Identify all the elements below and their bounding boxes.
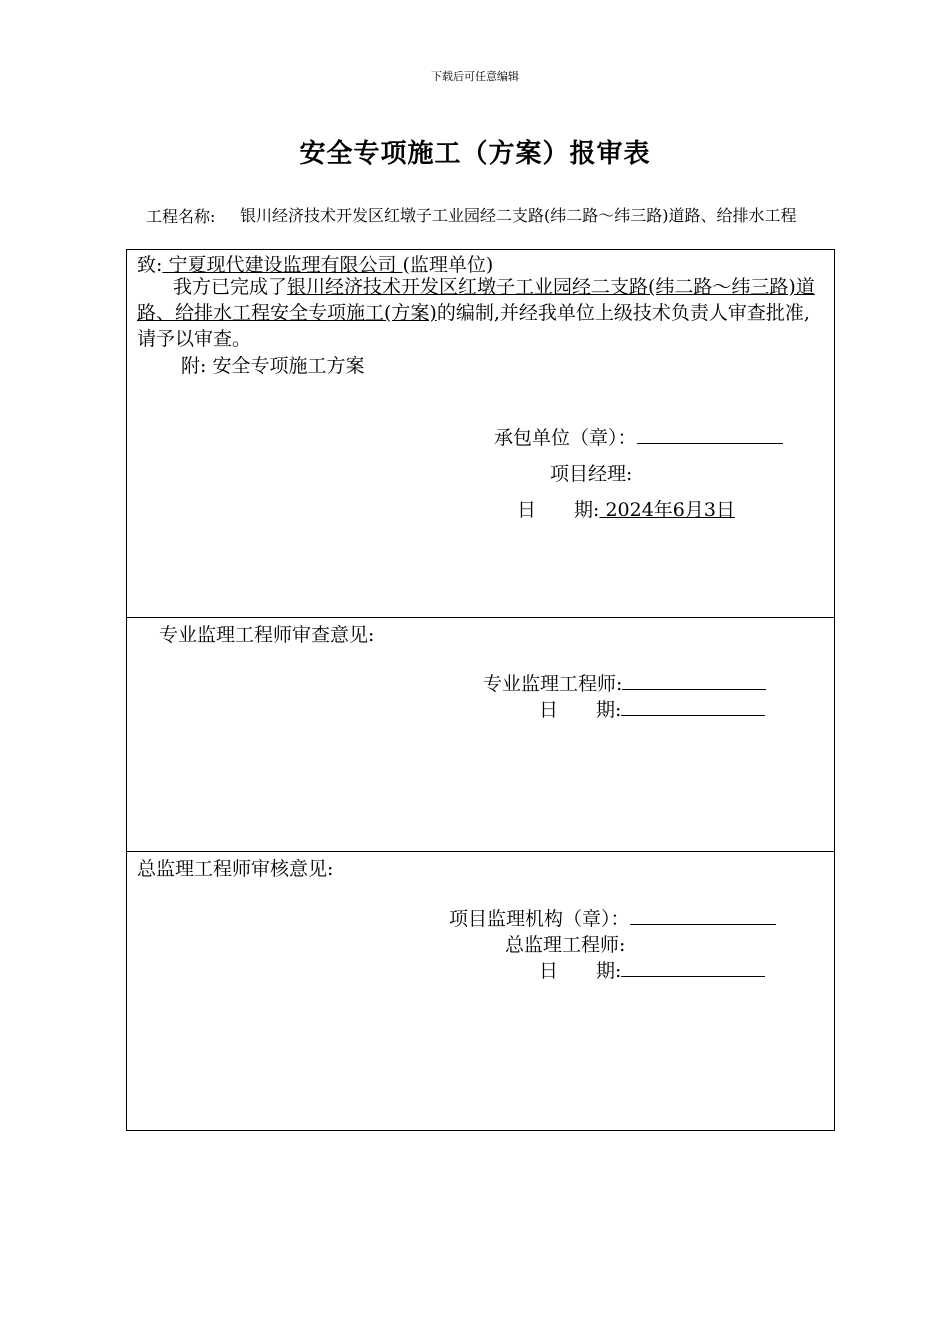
project-name-label: 工程名称: bbox=[146, 207, 216, 226]
specialist-review-heading: 专业监理工程师审查意见: bbox=[159, 624, 375, 646]
agency-blank[interactable] bbox=[630, 906, 776, 925]
contractor-seal-line bbox=[494, 423, 783, 450]
page-title: 安全专项施工（方案）报审表 bbox=[299, 139, 651, 169]
project-name-value: 银川经济技术开发区红墩子工业园经二支路(纬二路～纬三路)道路、给排水工程 bbox=[240, 206, 797, 225]
unit-type: (监理单位) bbox=[402, 254, 494, 276]
specialist-engineer-label: 专业监理工程师: bbox=[483, 673, 623, 695]
specialist-date-label: 日 期: bbox=[539, 699, 622, 721]
submission-body bbox=[137, 274, 817, 352]
contractor-label: 承包单位（章）： bbox=[494, 427, 637, 449]
contractor-blank[interactable] bbox=[637, 425, 783, 444]
body-prefix: 我方已完成了 bbox=[173, 276, 288, 298]
specialist-engineer-line bbox=[483, 669, 766, 696]
header-note: 下载后可任意编辑 bbox=[431, 70, 519, 83]
chief-date-blank[interactable] bbox=[621, 958, 765, 977]
chief-review-section bbox=[127, 851, 834, 1131]
body-suffix: 的编制,并经我单位上级技术负责人审查批准,请予以审查。 bbox=[137, 302, 810, 350]
chief-review-heading: 总监理工程师审核意见: bbox=[137, 858, 334, 880]
specialist-date-blank[interactable] bbox=[621, 697, 765, 716]
agency-label: 项目监理机构（章）： bbox=[449, 908, 630, 930]
submission-date-label: 日 期: bbox=[517, 499, 600, 521]
chief-engineer-label: 总监理工程师: bbox=[505, 934, 626, 956]
project-manager-label: 项目经理: bbox=[550, 463, 633, 485]
chief-date-line bbox=[539, 956, 765, 983]
specialist-review-section bbox=[127, 617, 834, 852]
recipient-line bbox=[137, 250, 493, 277]
attachment: 附: 安全专项施工方案 bbox=[181, 355, 365, 377]
body-project: 银川经济技术开发区红墩子工业园经二支路(纬二路～纬三路)道路、给排水工程安全专项施工(方案) bbox=[137, 276, 815, 324]
chief-date-label: 日 期: bbox=[539, 960, 622, 982]
to-prefix: 致: bbox=[137, 254, 163, 276]
supervision-unit: 宁夏现代建设监理有限公司 bbox=[162, 254, 403, 276]
agency-seal-line bbox=[449, 904, 776, 931]
submission-date-line bbox=[517, 495, 735, 522]
submission-section bbox=[127, 250, 834, 617]
specialist-date-line bbox=[539, 695, 765, 722]
submission-date-value: 2024年6月3日 bbox=[599, 499, 735, 521]
approval-form bbox=[126, 249, 835, 1131]
specialist-engineer-blank[interactable] bbox=[622, 671, 766, 690]
